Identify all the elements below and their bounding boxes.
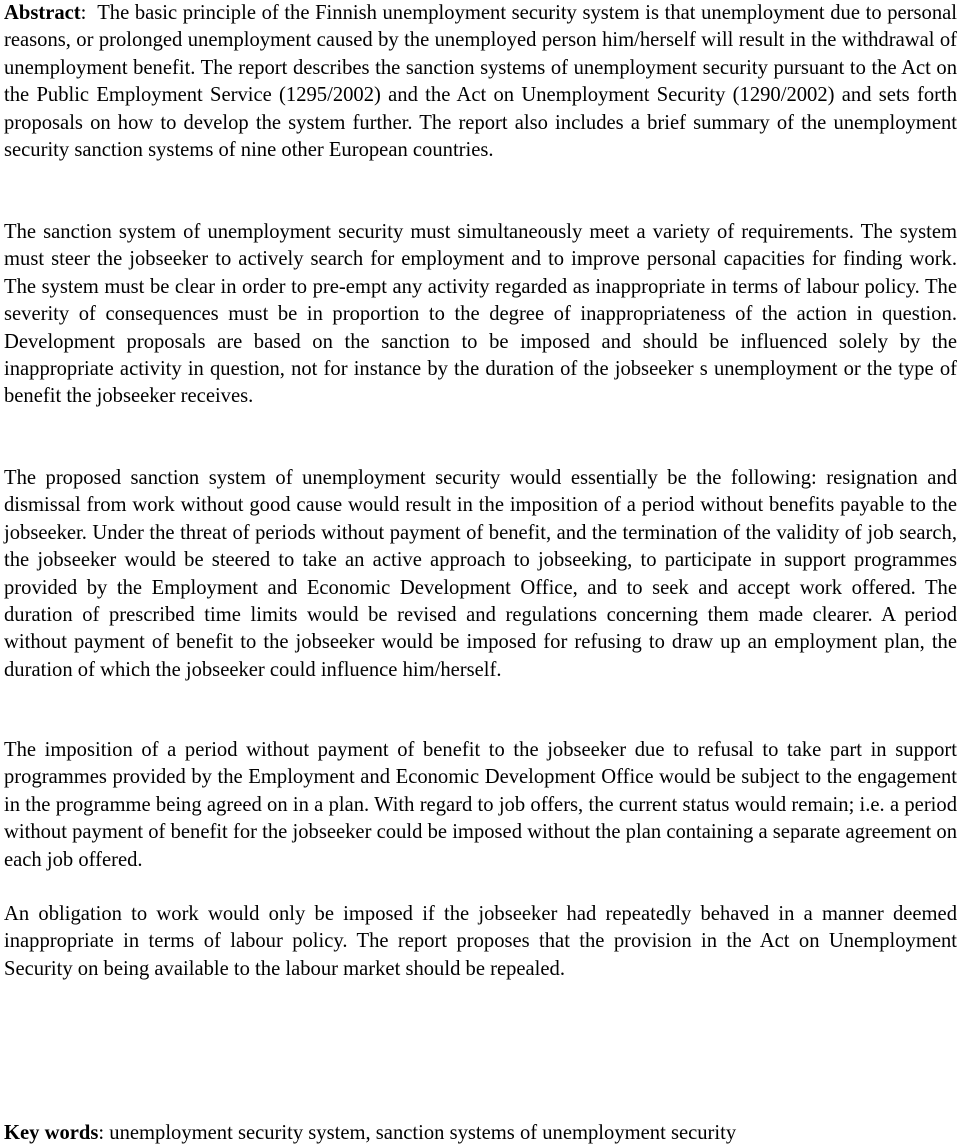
body-paragraph: An obligation to work would only be imposed if the jobseeker had repeatedly behaved in a manner deemed inappropriate in terms of labour policy. The report proposes that the provision in the Act on Unemployment Security on being available to the labour market should be repealed. <box>4 903 957 980</box>
body-paragraph: The proposed sanction system of unemployment security would essentially be the following: resignation and dismissal from work without good cause would result in the imposition of a period without benefits payable to the jobseeker. Under the threat of periods without payment of benefit, and the termination of the validity of job search, the jobseeker would be steered to take an active approach to jobseeking, to participate in support programmes provided by the Employment and Economic Development Office, and to seek and accept work offered. The duration of prescribed time limits would be revised and regulations concerning them made clearer. A period without payment of benefit to the jobseeker would be imposed for refusing to draw up an employment plan, the duration of which the jobseeker could influence him/herself. <box>4 467 957 681</box>
keywords-label: Key words <box>4 1122 99 1144</box>
abstract-text: The basic principle of the Finnish unemployment security system is that unemployment due to personal reasons, or prolonged unemployment caused by the unemployed person him/herself will result in the withdrawal of unemployment benefit. The report describes the sanction systems of unemployment security pursuant to the Act on the Public Employment Service (1295/2002) and the Act on Unemployment Security (1290/2002) and sets forth proposals on how to develop the system further. The report also includes a brief summary of the unemployment security sanction systems of nine other European countries. <box>4 2 957 162</box>
keywords-line: Key words: unemployment security system, sanction systems of unemployment security <box>4 1122 737 1144</box>
abstract-paragraph: Abstract: The basic principle of the Finnish unemployment security system is that unemployment due to personal reasons, or prolonged unemployment caused by the unemployed person him/herself will result in the withdrawal of unemployment benefit. The report describes the sanction systems of unemployment security pursuant to the Act on the Public Employment Service (1295/2002) and the Act on Unemployment Security (1290/2002) and sets forth proposals on how to develop the system further. The report also includes a brief summary of the unemployment security sanction systems of nine other European countries. <box>4 2 957 162</box>
document-page <box>4 0 957 1147</box>
keywords-text: unemployment security system, sanction systems of unemployment security <box>109 1122 737 1144</box>
body-paragraph: The imposition of a period without payment of benefit to the jobseeker due to refusal to take part in support programmes provided by the Employment and Economic Development Office would be subject to the engagement in the programme being agreed on in a plan. With regard to job offers, the current status would remain; i.e. a period without payment of benefit for the jobseeker could be imposed without the plan containing a separate agreement on each job offered. <box>4 739 957 871</box>
body-paragraph: The sanction system of unemployment security must simultaneously meet a variety of requirements. The system must steer the jobseeker to actively search for employment and to improve personal capacities for finding work. The system must be clear in order to pre-empt any activity regarded as inappropriate in terms of labour policy. The severity of consequences must be in proportion to the degree of inappropriateness of the action in question. Development proposals are based on the sanction to be imposed and should be influenced solely by the inappropriate activity in question, not for instance by the duration of the jobseeker s unemployment or the type of benefit the jobseeker receives. <box>4 221 957 408</box>
abstract-label: Abstract <box>4 2 81 24</box>
